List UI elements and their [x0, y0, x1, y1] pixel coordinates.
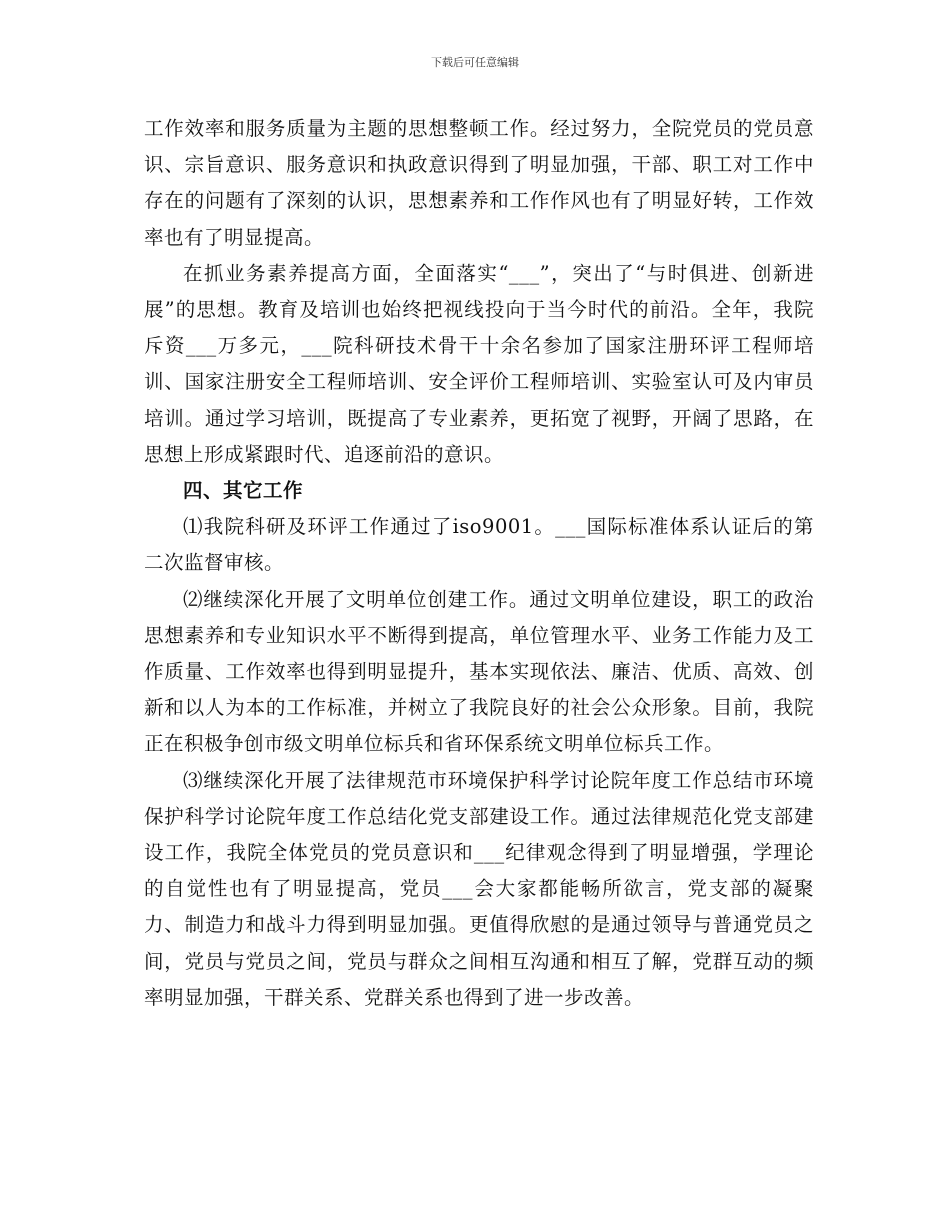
paragraph-2: 在抓业务素养提高方面，全面落实“___”，突出了“与时俱进、创新进展”的思想。教育及培训也始终把视线投向于当今时代的前沿。全年，我院斥资___万多元，___院科研技术骨干十余名参加了国家注册环评工程师培训、国家注册安全工程师培训、安全评价工程师培训、实验室认可及内审员培训。通过学习培训，既提高了专业素养，更拓宽了视野，开阔了思路，在思想上形成紧跟时代、追逐前沿的意识。: [144, 261, 814, 466]
document-body: [144, 111, 814, 1016]
page-header: 下载后可任意编辑: [431, 56, 519, 69]
paragraph-5: ⑶继续深化开展了法律规范市环境保护科学讨论院年度工作总结市环境保护科学讨论院年度工作总结化党支部建设工作。通过法律规范化党支部建设工作，我院全体党员的党员意识和___纪律观念得到了明显增强，学理论的自觉性也有了明显提高，党员___会大家都能畅所欲言，党支部的凝聚力、制造力和战斗力得到明显加强。更值得欣慰的是通过领导与普通党员之间，党员与党员之间，党员与群众之间相互沟通和相互了解，党群互动的频率明显加强，干群关系、党群关系也得到了进一步改善。: [144, 768, 814, 1009]
section-heading: 四、其它工作: [183, 479, 304, 503]
paragraph-4: ⑵继续深化开展了文明单位创建工作。通过文明单位建设，职工的政治思想素养和专业知识水平不断得到提高，单位管理水平、业务工作能力及工作质量、工作效率也得到明显提升，基本实现依法、廉洁、优质、高效、创新和以人为本的工作标准，并树立了我院良好的社会公众形象。目前，我院正在积极争创市级文明单位标兵和省环保系统文明单位标兵工作。: [144, 587, 814, 756]
paragraph-1: 工作效率和服务质量为主题的思想整顿工作。经过努力，全院党员的党员意识、宗旨意识、服务意识和执政意识得到了明显加强，干部、职工对工作中存在的问题有了深刻的认识，思想素养和工作作风也有了明显好转，工作效率也有了明显提高。: [144, 117, 814, 249]
paragraph-3: ⑴我院科研及环评工作通过了iso9001。___国际标准体系认证后的第二次监督审核。: [144, 515, 814, 575]
